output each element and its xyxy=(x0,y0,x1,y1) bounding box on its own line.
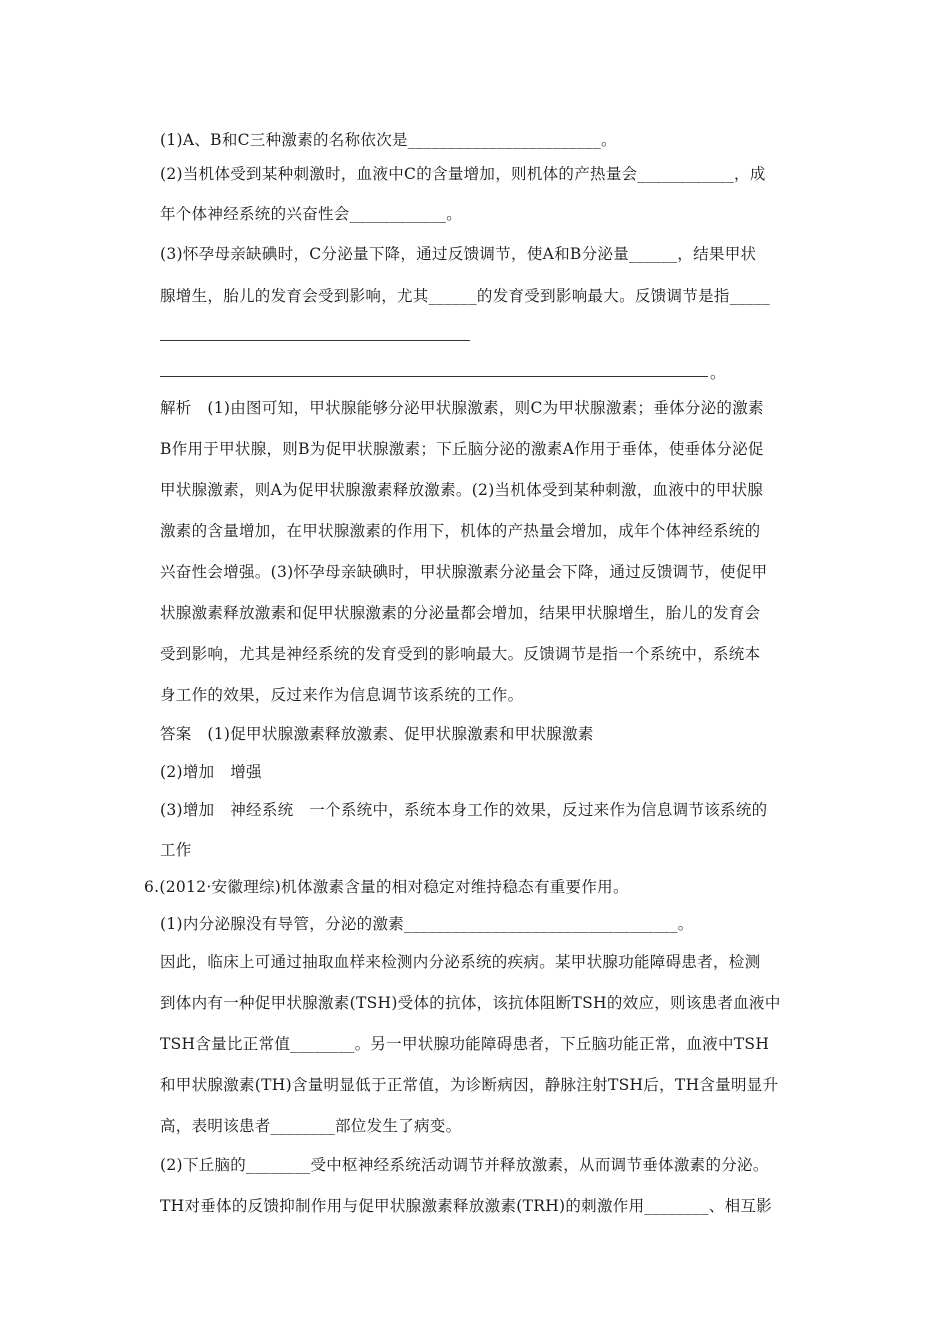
analysis-line: 甲状腺激素，则A为促甲状腺激素释放激素。(2)当机体受到某种刺激，血液中的甲状腺 xyxy=(160,481,764,499)
answer-blank-line-2 xyxy=(160,376,708,377)
analysis-line: 激素的含量增加，在甲状腺激素的作用下，机体的产热量会增加，成年个体神经系统的 xyxy=(160,522,761,540)
q6-line: TSH含量比正常值________。另一甲状腺功能障碍患者，下丘脑功能正常，血液中TSH xyxy=(160,1035,770,1053)
answer-line: 答案 (1)促甲状腺激素释放激素、促甲状腺激素和甲状腺激素 xyxy=(160,725,594,743)
q6-line: (2)下丘脑的________受中枢神经系统活动调节并释放激素，从而调节垂体激素的分泌。 xyxy=(160,1156,769,1174)
q5-part2-line2: 年个体神经系统的兴奋性会____________。 xyxy=(160,205,463,223)
q6-line: TH对垂体的反馈抑制作用与促甲状腺激素释放激素(TRH)的刺激作用________、相互影 xyxy=(160,1197,772,1215)
analysis-line: 身工作的效果，反过来作为信息调节该系统的工作。 xyxy=(160,686,524,704)
q5-part1: (1)A、B和C三种激素的名称依次是________________________。 xyxy=(160,131,617,149)
answer-blank-line-1 xyxy=(160,340,470,341)
q6-line: 和甲状腺激素(TH)含量明显低于正常值，为诊断病因，静脉注射TSH后，TH含量明显升 xyxy=(160,1076,779,1094)
answer-line: 工作 xyxy=(160,841,192,859)
question-6-title: 6.(2012·安徽理综)机体激素含量的相对稳定对维持稳态有重要作用。 xyxy=(144,878,629,896)
q5-part2-line1: (2)当机体受到某种刺激时，血液中C的含量增加，则机体的产热量会____________，成 xyxy=(160,165,766,183)
analysis-line: B作用于甲状腺，则B为促甲状腺激素；下丘脑分泌的激素A作用于垂体，使垂体分泌促 xyxy=(160,440,764,458)
analysis-line: 兴奋性会增强。(3)怀孕母亲缺碘时，甲状腺激素分泌量会下降，通过反馈调节，使促甲 xyxy=(160,563,768,581)
q5-part3-line1: (3)怀孕母亲缺碘时，C分泌量下降，通过反馈调节，使A和B分泌量______，结果甲状 xyxy=(160,245,757,263)
q6-line: 因此，临床上可通过抽取血样来检测内分泌系统的疾病。某甲状腺功能障碍患者，检测 xyxy=(160,953,761,971)
answer-line: (2)增加 增强 xyxy=(160,763,262,781)
q6-line: 到体内有一种促甲状腺激素(TSH)受体的抗体，该抗体阻断TSH的效应，则该患者血液中 xyxy=(160,994,781,1012)
q6-line: (1)内分泌腺没有导管，分泌的激素__________________________________。 xyxy=(160,915,694,933)
analysis-line: 解析 (1)由图可知，甲状腺能够分泌甲状腺激素，则C为甲状腺激素；垂体分泌的激素 xyxy=(160,399,764,417)
answer-line: (3)增加 神经系统 一个系统中，系统本身工作的效果，反过来作为信息调节该系统的 xyxy=(160,801,768,819)
analysis-line: 受到影响，尤其是神经系统的发育受到的影响最大。反馈调节是指一个系统中，系统本 xyxy=(160,645,761,663)
analysis-line: 状腺激素释放激素和促甲状腺激素的分泌量都会增加，结果甲状腺增生，胎儿的发育会 xyxy=(160,604,761,622)
q5-part3-line2: 腺增生，胎儿的发育会受到影响，尤其______的发育受到影响最大。反馈调节是指_____ xyxy=(160,287,770,305)
q6-line: 高，表明该患者________部位发生了病变。 xyxy=(160,1117,462,1135)
q5-part3-end: 。 xyxy=(710,364,726,382)
